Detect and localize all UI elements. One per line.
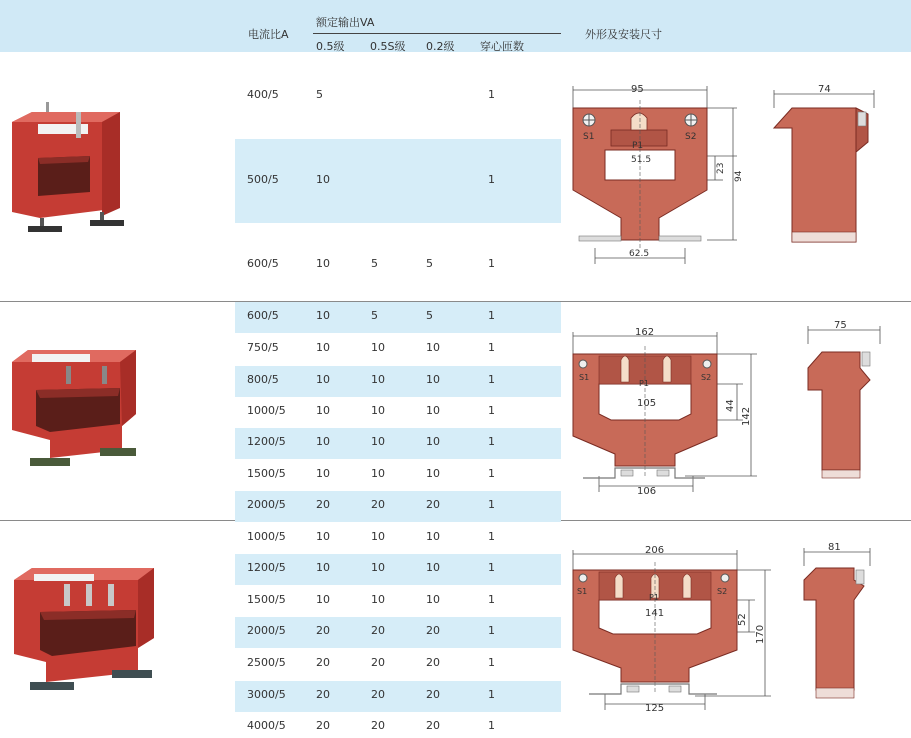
table-cell-c05: 20	[316, 719, 330, 732]
table-cell-turns: 1	[488, 624, 495, 637]
table-cell-c05: 10	[316, 309, 330, 322]
table-header	[0, 0, 911, 52]
table-cell-ratio: 1200/5	[247, 435, 286, 448]
table-cell-c02: 10	[426, 593, 440, 606]
table-cell-ratio: 2000/5	[247, 624, 286, 637]
row-highlight	[235, 302, 561, 333]
label-s1: S1	[577, 587, 588, 596]
header-dimensions: 外形及安装尺寸	[585, 28, 662, 41]
table-cell-ratio: 600/5	[247, 309, 279, 322]
dim-window-height: 52	[737, 613, 748, 626]
row-highlight	[235, 139, 561, 223]
table-cell-c02: 10	[426, 530, 440, 543]
table-cell-ratio: 4000/5	[247, 719, 286, 732]
table-cell-c05s: 20	[371, 624, 385, 637]
table-cell-c02: 20	[426, 624, 440, 637]
table-cell-ratio: 600/5	[247, 257, 279, 270]
table-cell-turns: 1	[488, 257, 495, 270]
table-cell-turns: 1	[488, 404, 495, 417]
dim-height: 170	[755, 624, 766, 644]
dim-depth: 75	[834, 320, 847, 331]
product-photo	[10, 344, 140, 476]
table-cell-c05: 10	[316, 593, 330, 606]
label-p1: P1	[649, 593, 659, 602]
table-cell-turns: 1	[488, 656, 495, 669]
header-class-02: 0.2级	[426, 40, 455, 53]
dim-window-height: 44	[725, 399, 736, 412]
table-cell-c05: 10	[316, 173, 330, 186]
table-cell-c02: 5	[426, 309, 433, 322]
table-cell-ratio: 1500/5	[247, 467, 286, 480]
header-turns: 穿心匝数	[480, 40, 524, 53]
table-cell-ratio: 3000/5	[247, 688, 286, 701]
table-cell-c05s: 10	[371, 373, 385, 386]
front-view-drawing	[565, 78, 755, 270]
table-cell-c05: 10	[316, 373, 330, 386]
dim-width: 206	[645, 545, 665, 556]
table-cell-c05: 20	[316, 688, 330, 701]
header-rated-output: 额定输出VA	[316, 16, 375, 29]
header-class-05s: 0.5S级	[370, 40, 406, 53]
table-cell-c05: 5	[316, 88, 323, 101]
table-cell-c05s: 10	[371, 341, 385, 354]
table-cell-c02: 10	[426, 404, 440, 417]
side-view-drawing	[768, 82, 878, 248]
table-cell-turns: 1	[488, 88, 495, 101]
table-cell-c05s: 20	[371, 498, 385, 511]
table-cell-c02: 20	[426, 498, 440, 511]
dim-base: 125	[645, 703, 665, 714]
table-cell-c02: 20	[426, 719, 440, 732]
table-cell-turns: 1	[488, 341, 495, 354]
label-s1: S1	[579, 373, 590, 382]
table-cell-c05: 10	[316, 341, 330, 354]
table-cell-ratio: 1000/5	[247, 404, 286, 417]
table-cell-c05s: 5	[371, 309, 378, 322]
table-cell-turns: 1	[488, 309, 495, 322]
table-cell-c05: 10	[316, 467, 330, 480]
table-cell-ratio: 1000/5	[247, 530, 286, 543]
dim-window-width: 51.5	[631, 155, 652, 165]
dim-height: 94	[734, 170, 744, 182]
table-cell-turns: 1	[488, 173, 495, 186]
dim-base: 62.5	[629, 249, 650, 259]
table-cell-c05: 20	[316, 624, 330, 637]
label-s1: S1	[583, 132, 595, 142]
table-cell-c05: 20	[316, 656, 330, 669]
table-cell-ratio: 500/5	[247, 173, 279, 186]
table-cell-c05: 10	[316, 257, 330, 270]
label-s2: S2	[717, 587, 728, 596]
dim-width: 162	[635, 327, 655, 338]
dim-height: 142	[741, 406, 752, 426]
table-cell-turns: 1	[488, 561, 495, 574]
table-cell-c05s: 10	[371, 467, 385, 480]
table-cell-c05: 10	[316, 435, 330, 448]
dim-base: 106	[637, 486, 657, 497]
table-cell-c05s: 10	[371, 561, 385, 574]
dim-depth: 74	[818, 84, 831, 95]
front-view-drawing	[565, 544, 775, 716]
side-view-drawing	[798, 540, 880, 702]
dim-window-height: 23	[716, 162, 726, 174]
table-cell-ratio: 750/5	[247, 341, 279, 354]
table-cell-c05s: 20	[371, 656, 385, 669]
side-view-drawing	[800, 318, 890, 484]
table-cell-ratio: 1500/5	[247, 593, 286, 606]
label-s2: S2	[701, 373, 712, 382]
dim-window-width: 141	[645, 608, 665, 619]
dim-depth: 81	[828, 542, 841, 553]
table-cell-c05: 10	[316, 561, 330, 574]
table-cell-c05: 10	[316, 530, 330, 543]
table-cell-turns: 1	[488, 373, 495, 386]
table-cell-c05s: 5	[371, 257, 378, 270]
label-p1: P1	[632, 141, 644, 151]
header-divider	[313, 33, 561, 34]
table-cell-c05: 10	[316, 404, 330, 417]
product-photo	[12, 562, 157, 692]
table-cell-ratio: 2000/5	[247, 498, 286, 511]
table-cell-turns: 1	[488, 435, 495, 448]
label-p1: P1	[639, 379, 649, 388]
header-class-05: 0.5级	[316, 40, 345, 53]
front-view-drawing	[565, 326, 765, 498]
table-cell-c05s: 20	[371, 688, 385, 701]
table-cell-c02: 20	[426, 656, 440, 669]
table-cell-c05s: 10	[371, 530, 385, 543]
table-cell-turns: 1	[488, 719, 495, 732]
table-cell-c05s: 10	[371, 435, 385, 448]
dim-window-width: 105	[637, 398, 657, 409]
table-cell-c02: 10	[426, 435, 440, 448]
table-cell-c05s: 10	[371, 404, 385, 417]
label-s2: S2	[685, 132, 697, 142]
product-photo	[10, 100, 125, 240]
table-cell-ratio: 1200/5	[247, 561, 286, 574]
table-cell-ratio: 400/5	[247, 88, 279, 101]
table-cell-c02: 10	[426, 561, 440, 574]
table-cell-c02: 10	[426, 373, 440, 386]
table-cell-c02: 5	[426, 257, 433, 270]
table-cell-ratio: 2500/5	[247, 656, 286, 669]
table-cell-c05s: 20	[371, 719, 385, 732]
table-cell-turns: 1	[488, 593, 495, 606]
row-highlight	[235, 366, 561, 397]
table-cell-turns: 1	[488, 498, 495, 511]
table-cell-ratio: 800/5	[247, 373, 279, 386]
table-cell-c02: 10	[426, 341, 440, 354]
table-cell-c05s: 10	[371, 593, 385, 606]
table-cell-c02: 20	[426, 688, 440, 701]
header-ratio: 电流比A	[248, 28, 289, 41]
table-cell-turns: 1	[488, 530, 495, 543]
table-cell-turns: 1	[488, 467, 495, 480]
table-cell-turns: 1	[488, 688, 495, 701]
table-cell-c05: 20	[316, 498, 330, 511]
dim-width: 95	[631, 84, 644, 95]
table-cell-c02: 10	[426, 467, 440, 480]
